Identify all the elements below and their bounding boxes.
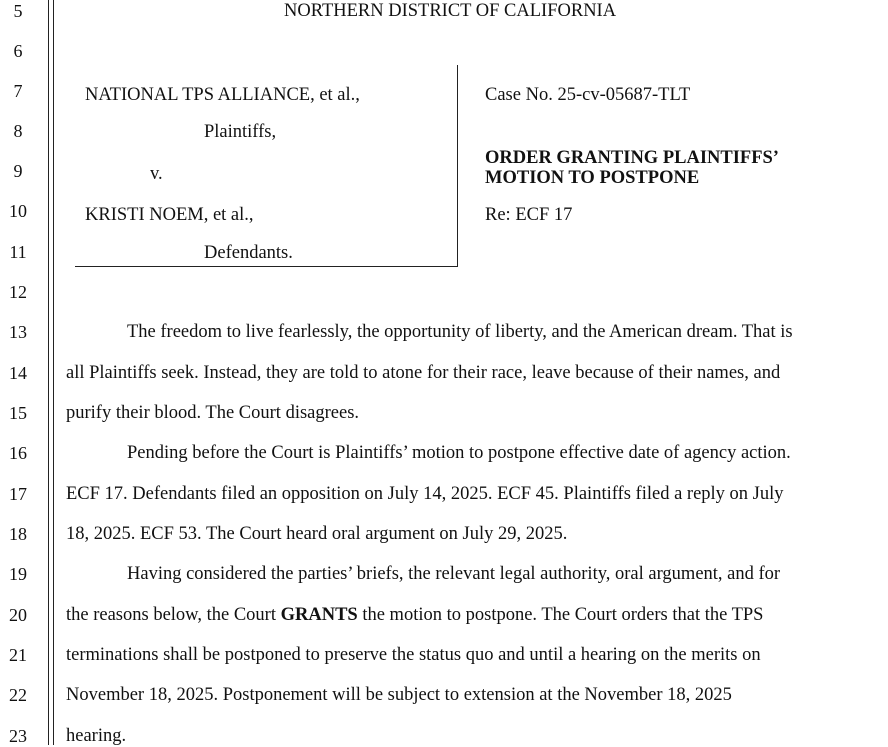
line-number: 8 — [13, 121, 23, 141]
body-line-14: all Plaintiffs seek. Instead, they are told to atone for their race, leave because of their names, and — [66, 363, 781, 383]
line-number: 20 — [9, 605, 27, 625]
plaintiffs-name: NATIONAL TPS ALLIANCE, et al., — [85, 85, 360, 105]
line-number: 22 — [9, 685, 27, 705]
line-number: 9 — [13, 161, 23, 181]
court-district: NORTHERN DISTRICT OF CALIFORNIA — [284, 1, 617, 21]
body-line-20 — [66, 604, 763, 626]
defendants-name: KRISTI NOEM, et al., — [85, 205, 254, 225]
margin-rule — [48, 0, 49, 745]
order-title-line1: ORDER GRANTING PLAINTIFFS’ — [485, 148, 779, 168]
versus-label: v. — [150, 164, 163, 184]
body-line-17: ECF 17. Defendants filed an opposition on July 14, 2025. ECF 45. Plaintiffs filed a reply on July — [66, 484, 784, 504]
line-number: 23 — [9, 726, 27, 746]
line-number: 17 — [9, 484, 27, 504]
caption-divider — [457, 65, 458, 267]
line-number: 16 — [9, 443, 27, 463]
body-line-22: November 18, 2025. Postponement will be subject to extension at the November 18, 2025 — [66, 685, 732, 705]
line-number: 19 — [9, 564, 27, 584]
line-number: 6 — [13, 41, 23, 61]
body-line-21: terminations shall be postponed to preserve the status quo and until a hearing on the merits on — [66, 645, 761, 665]
line-number: 7 — [13, 81, 23, 101]
line-number: 14 — [9, 363, 27, 383]
re-line: Re: ECF 17 — [485, 205, 573, 225]
case-number: Case No. 25-cv-05687-TLT — [485, 85, 691, 105]
line-number: 13 — [9, 322, 27, 342]
line-number: 10 — [9, 201, 27, 221]
line-number: 11 — [9, 242, 27, 262]
body-line-13: The freedom to live fearlessly, the opportunity of liberty, and the American dream. That is — [127, 322, 793, 342]
grants-emphasis: GRANTS — [280, 605, 358, 625]
body-line-18: 18, 2025. ECF 53. The Court heard oral argument on July 29, 2025. — [66, 524, 568, 544]
body-line-15: purify their blood. The Court disagrees. — [66, 403, 360, 423]
line-number: 15 — [9, 403, 27, 423]
body-line-16: Pending before the Court is Plaintiffs’ motion to postpone effective date of agency action. — [127, 443, 791, 463]
line-number: 5 — [13, 1, 23, 21]
order-title-line2: MOTION TO POSTPONE — [485, 168, 700, 188]
margin-rule — [53, 0, 54, 745]
line-number: 21 — [9, 645, 27, 665]
body-line-20-pre: the reasons below, the Court — [66, 605, 281, 625]
caption-underline — [75, 266, 458, 267]
plaintiffs-role: Plaintiffs, — [204, 122, 277, 142]
body-line-19: Having considered the parties’ briefs, the relevant legal authority, oral argument, and for — [127, 564, 781, 584]
body-line-20-post: the motion to postpone. The Court orders that the TPS — [357, 605, 764, 625]
line-number: 12 — [9, 282, 27, 302]
body-line-23: hearing. — [66, 726, 127, 746]
defendants-role: Defendants. — [204, 243, 293, 263]
line-number: 18 — [9, 524, 27, 544]
